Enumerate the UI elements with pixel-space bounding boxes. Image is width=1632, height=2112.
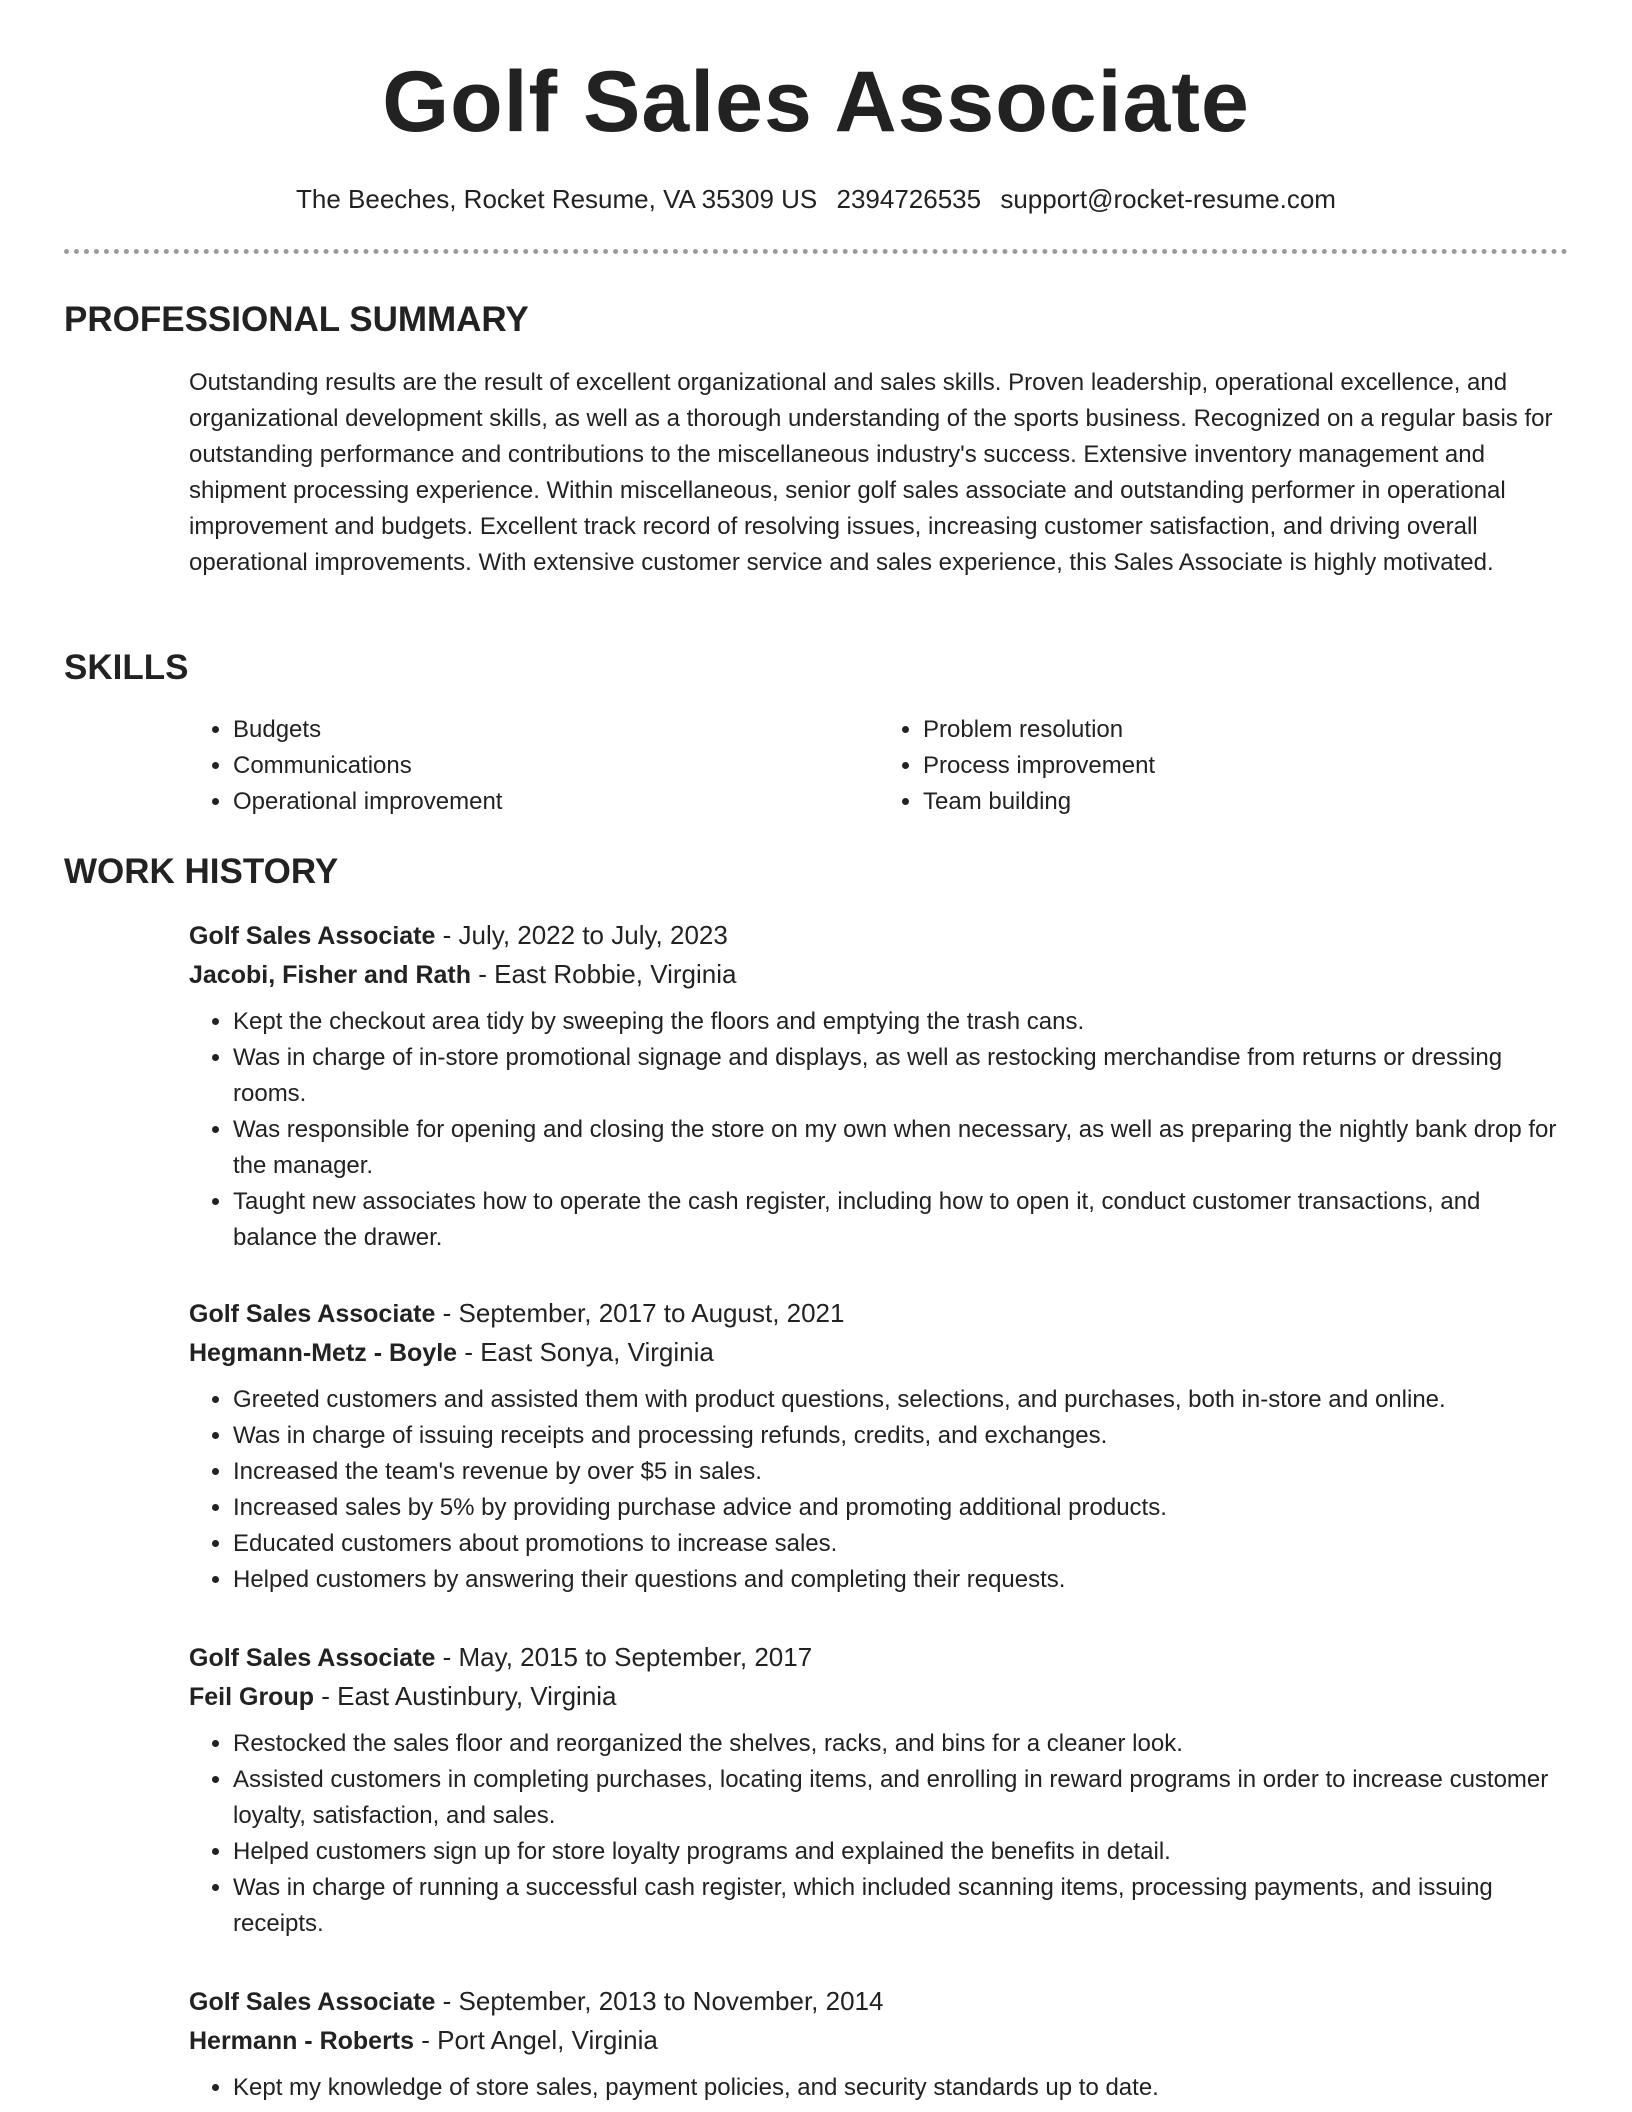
job-location: - Port Angel, Virginia (414, 2025, 658, 2055)
skills-column-right (879, 712, 1569, 820)
job-duties (189, 1004, 1569, 1256)
job-dates: - May, 2015 to September, 2017 (435, 1642, 813, 1672)
work-history-heading: WORK HISTORY (64, 852, 339, 891)
job-company-line (189, 955, 1569, 994)
job-location: - East Sonya, Virginia (457, 1337, 714, 1367)
summary-heading: PROFESSIONAL SUMMARY (64, 300, 529, 339)
resume-header (0, 0, 1632, 216)
summary-text: Outstanding results are the result of excellent organizational and sales skills. Proven leadership, operational excellence, and organizational development skills, as well as a thorough understanding of the sports business. Recognized on a regular basis for outstanding performance and contributions to the miscellaneous industry's success. Extensive inventory management and shipment processing experience. Within miscellaneous, senior golf sales associate and outstanding performer in operational improvement and budgets. Excellent track record of resolving issues, increasing customer satisfaction, and driving overall operational improvements. With extensive customer service and sales experience, this Sales Associate is highly motivated. (189, 369, 1553, 576)
job-role: Golf Sales Associate (189, 922, 436, 950)
job-duty: • Restocked the sales floor and reorganized the shelves, racks, and bins for a cleaner look. (233, 1726, 1569, 1762)
job-dates: - September, 2017 to August, 2021 (435, 1298, 845, 1328)
job-role: Golf Sales Associate (189, 1644, 436, 1672)
header-divider (64, 249, 1568, 254)
job-title-line (189, 1294, 1569, 1333)
job-role: Golf Sales Associate (189, 1300, 436, 1328)
contact-phone: 2394726535 (836, 184, 982, 214)
job-company: Feil Group (189, 1683, 314, 1711)
skill-item: • Process improvement (923, 748, 1569, 784)
skills-column-left (189, 712, 879, 820)
contact-line (0, 182, 1632, 216)
skill-item: • Communications (233, 748, 879, 784)
job-company-line (189, 1677, 1569, 1716)
job-duty: • Assisted customers in completing purchases, locating items, and enrolling in reward programs in order to increase customer loyalty, satisfaction, and sales. (233, 1762, 1569, 1834)
job-company: Hegmann-Metz - Boyle (189, 1339, 458, 1367)
skill-item: • Operational improvement (233, 784, 879, 820)
job-title-line (189, 916, 1569, 955)
job-duty: • Was in charge of in-store promotional signage and displays, as well as restocking merchandise from returns or dressing rooms. (233, 1040, 1569, 1112)
job-entry (189, 1982, 1569, 2106)
job-duty: • Was responsible for opening and closing the store on my own when necessary, as well as preparing the nightly bank drop for the manager. (233, 1112, 1569, 1184)
job-duty: • Was in charge of running a successful cash register, which included scanning items, processing payments, and issuing receipts. (233, 1870, 1569, 1942)
contact-address: The Beeches, Rocket Resume, VA 35309 US (296, 184, 818, 214)
job-company-line (189, 1333, 1569, 1372)
job-dates: - September, 2013 to November, 2014 (435, 1986, 884, 2016)
job-duties (189, 1382, 1569, 1598)
job-duty: • Kept the checkout area tidy by sweeping the floors and emptying the trash cans. (233, 1004, 1569, 1040)
job-duty: • Kept my knowledge of store sales, payment policies, and security standards up to date. (233, 2070, 1569, 2106)
summary-section (189, 365, 1569, 581)
job-company: Jacobi, Fisher and Rath (189, 961, 472, 989)
skill-item: • Problem resolution (923, 712, 1569, 748)
candidate-name: Golf Sales Associate (382, 54, 1250, 150)
job-duties (189, 1726, 1569, 1942)
job-duty: • Helped customers by answering their questions and completing their requests. (233, 1562, 1569, 1598)
job-entry (189, 916, 1569, 1256)
job-duty: • Helped customers sign up for store loyalty programs and explained the benefits in detail. (233, 1834, 1569, 1870)
job-location: - East Robbie, Virginia (471, 959, 737, 989)
job-dates: - July, 2022 to July, 2023 (435, 920, 728, 950)
job-title-line (189, 1982, 1569, 2021)
job-duty: • Increased the team's revenue by over $5 in sales. (233, 1454, 1569, 1490)
job-duty: • Educated customers about promotions to increase sales. (233, 1526, 1569, 1562)
job-company-line (189, 2021, 1569, 2060)
skill-item: • Budgets (233, 712, 879, 748)
job-duty: • Was in charge of issuing receipts and processing refunds, credits, and exchanges. (233, 1418, 1569, 1454)
job-duty: • Increased sales by 5% by providing purchase advice and promoting additional products. (233, 1490, 1569, 1526)
contact-email: support@rocket-resume.com (1000, 184, 1336, 214)
job-entry (189, 1638, 1569, 1942)
job-duty: • Greeted customers and assisted them with product questions, selections, and purchases, both in-store and online. (233, 1382, 1569, 1418)
job-duty: • Taught new associates how to operate the cash register, including how to open it, conduct customer transactions, and balance the drawer. (233, 1184, 1569, 1256)
job-company: Hermann - Roberts (189, 2027, 415, 2055)
skills-heading: SKILLS (64, 648, 189, 687)
skill-item: • Team building (923, 784, 1569, 820)
job-entry (189, 1294, 1569, 1598)
job-title-line (189, 1638, 1569, 1677)
job-duties (189, 2070, 1569, 2106)
skills-list (189, 712, 1569, 820)
job-role: Golf Sales Associate (189, 1988, 436, 2016)
job-location: - East Austinbury, Virginia (314, 1681, 617, 1711)
